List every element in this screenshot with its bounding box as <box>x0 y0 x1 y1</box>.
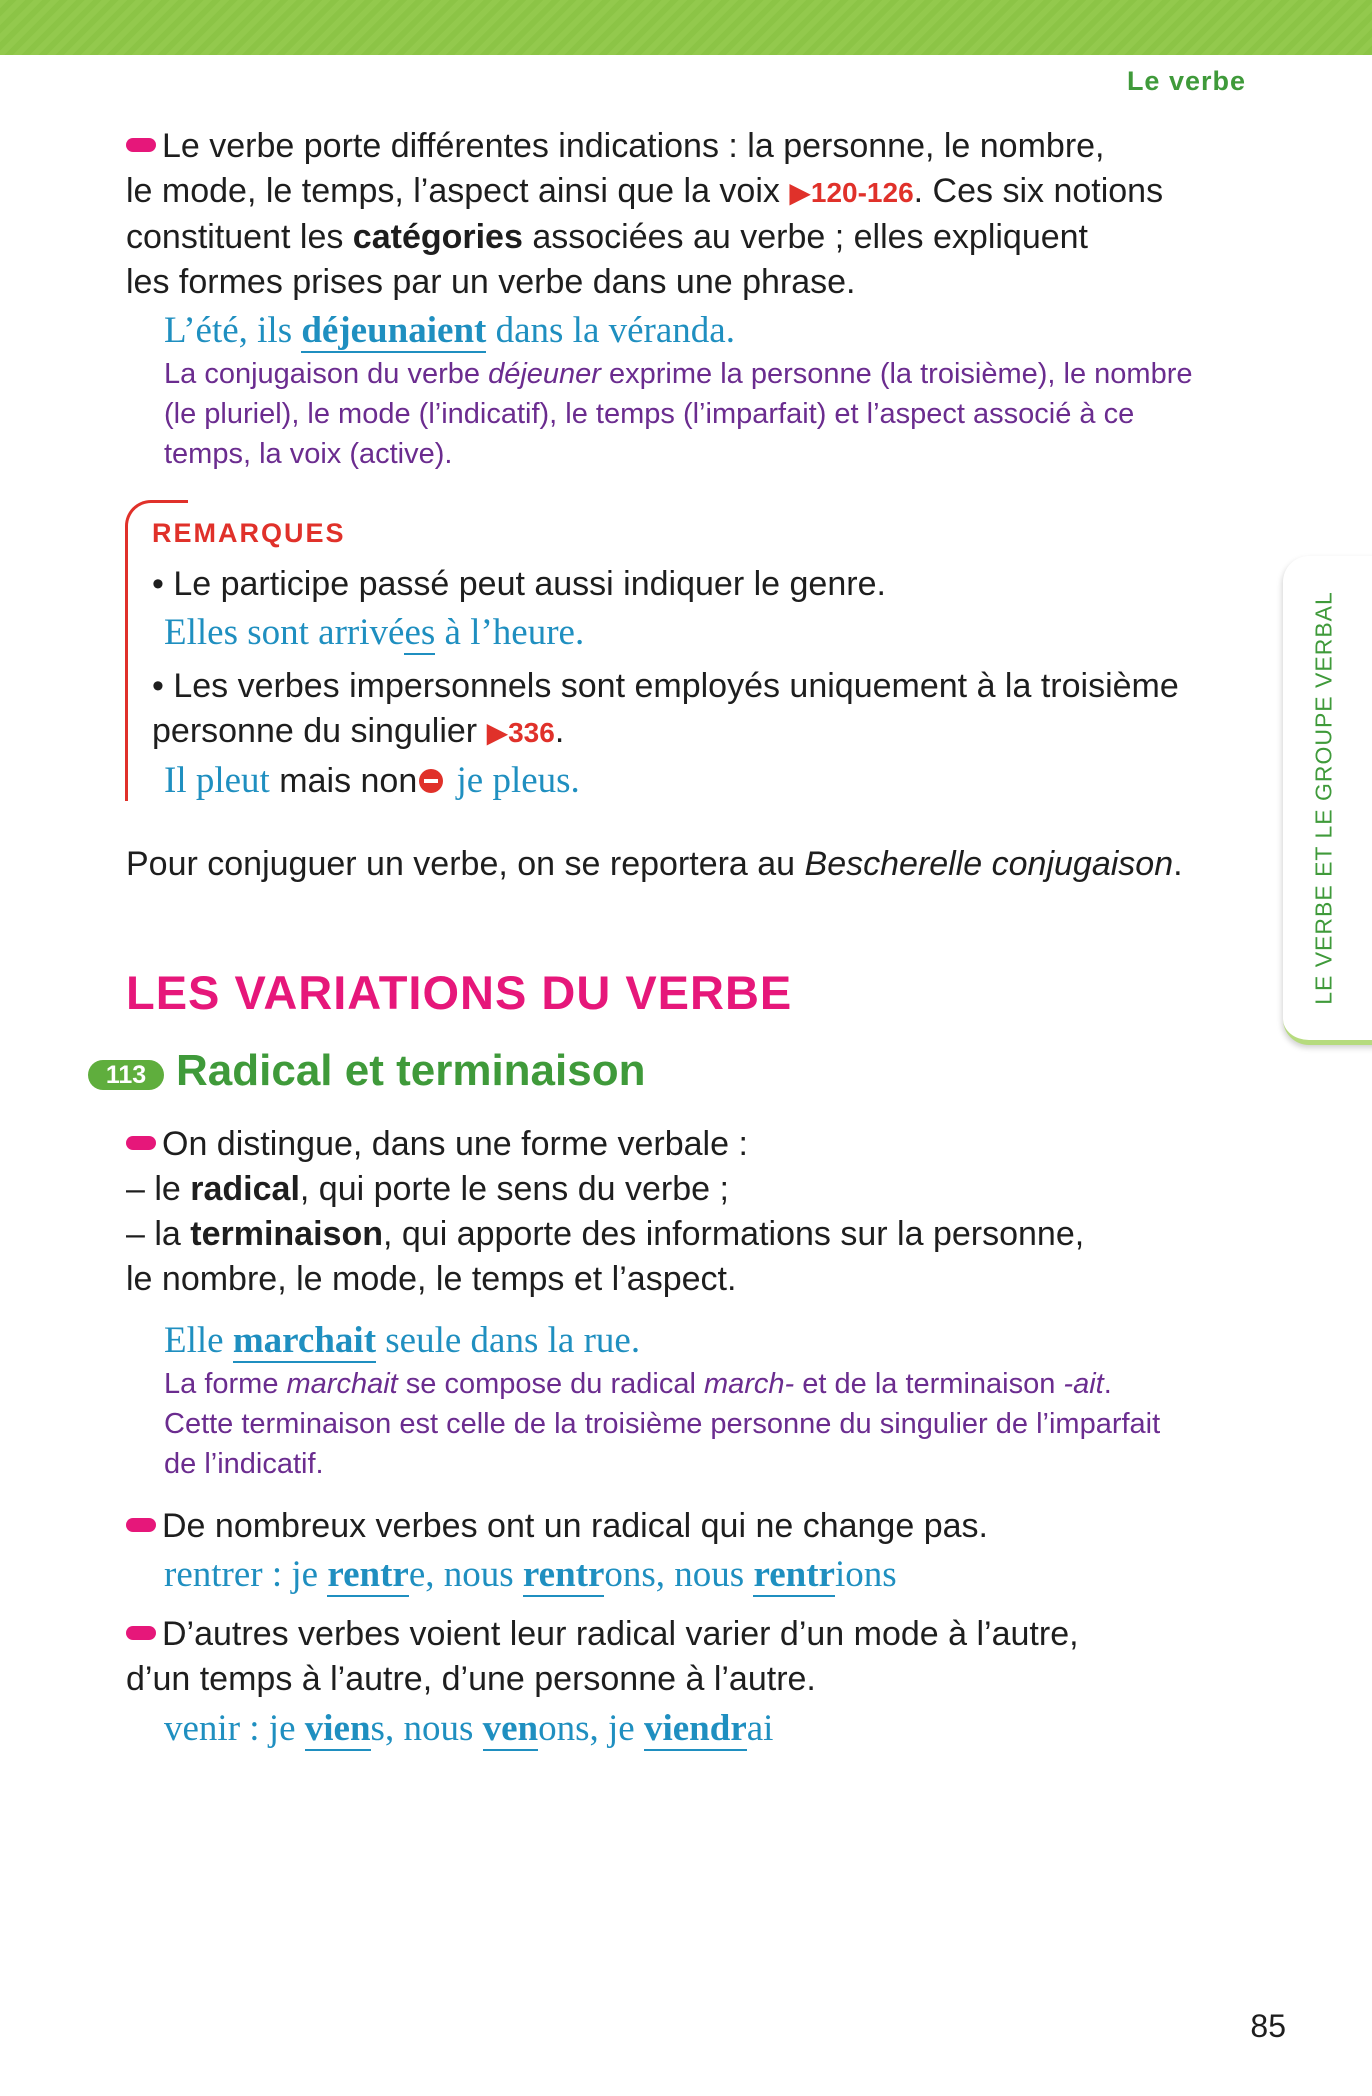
paragraph-stable-radical: De nombreux verbes ont un radical qui ne change pas. <box>126 1504 988 1549</box>
reference-link[interactable]: ▶120-126 <box>789 177 914 208</box>
paragraph-number-badge: 113 <box>88 1060 164 1090</box>
top-color-bar <box>0 0 1372 55</box>
remarks-title: REMARQUES <box>152 518 346 548</box>
bullet-pill-icon <box>126 1136 156 1150</box>
example-venir: venir : je viens, nous venons, je viendrai <box>164 1708 774 1749</box>
conjugation-note: Pour conjuguer un verbe, on se reportera au Bescherelle conjugaison. <box>126 845 1183 883</box>
reference-link[interactable]: ▶336 <box>486 717 555 748</box>
incorrect-icon <box>419 769 443 793</box>
example-sentence: Elle marchait seule dans la rue. <box>164 1320 641 1361</box>
subsection-intro: On distingue, dans une forme verbale : – le radical, qui porte le sens du verbe ; – la terminaison, qui apporte des informations sur la personne, le nombre, le mode, le temps et l’aspect. <box>126 1125 1085 1298</box>
bullet-pill-icon <box>126 1626 156 1640</box>
section-title: LES VARIATIONS DU VERBE <box>126 966 793 1019</box>
bullet-pill-icon <box>126 138 156 152</box>
example-comment: La forme marchait se compose du radical march- et de la terminaison -ait. Cette terminaison est celle de la troisième personne du singulier de l’imparfait de l’indicatif. <box>164 1368 1161 1480</box>
remark-1: • Le participe passé peut aussi indiquer le genre. <box>152 565 886 603</box>
example-rentrer: rentrer : je rentre, nous rentrons, nous rentrions <box>164 1554 897 1595</box>
remark-1-example: Elles sont arrivées à l’heure. <box>164 612 585 653</box>
example-comment: La conjugaison du verbe déjeuner exprime la personne (la troisième), le nombre (le pluriel), le mode (l’indicatif), le temps (l’imparfait) et l’aspect associé à ce temps, la voix (active). <box>164 358 1193 470</box>
side-tab-label: LE VERBE ET LE GROUPE VERBAL <box>1310 591 1337 1005</box>
subsection-title: Radical et terminaison <box>176 1046 646 1095</box>
remark-2: • Les verbes impersonnels sont employés uniquement à la troisième personne du singulier ▶336. <box>152 667 1179 750</box>
paragraph-variable-radical: D’autres verbes voient leur radical varier d’un mode à l’autre, d’un temps à l’autre, d’une personne à l’autre. <box>126 1615 1079 1698</box>
running-head: Le verbe <box>1126 66 1246 96</box>
bullet-pill-icon <box>126 1518 156 1532</box>
intro-paragraph: Le verbe porte différentes indications : la personne, le nombre, le mode, le temps, l’aspect ainsi que la voix ▶120-126. Ces six notions constituent les catégories associées au verbe ; elles expliquent les formes prises par un verbe dans une phrase. <box>126 127 1164 301</box>
page-number: 85 <box>1250 2008 1286 2044</box>
example-sentence: L’été, ils déjeunaient dans la véranda. <box>164 310 735 351</box>
remark-2-example: Il pleut mais non je pleus. <box>164 760 580 801</box>
